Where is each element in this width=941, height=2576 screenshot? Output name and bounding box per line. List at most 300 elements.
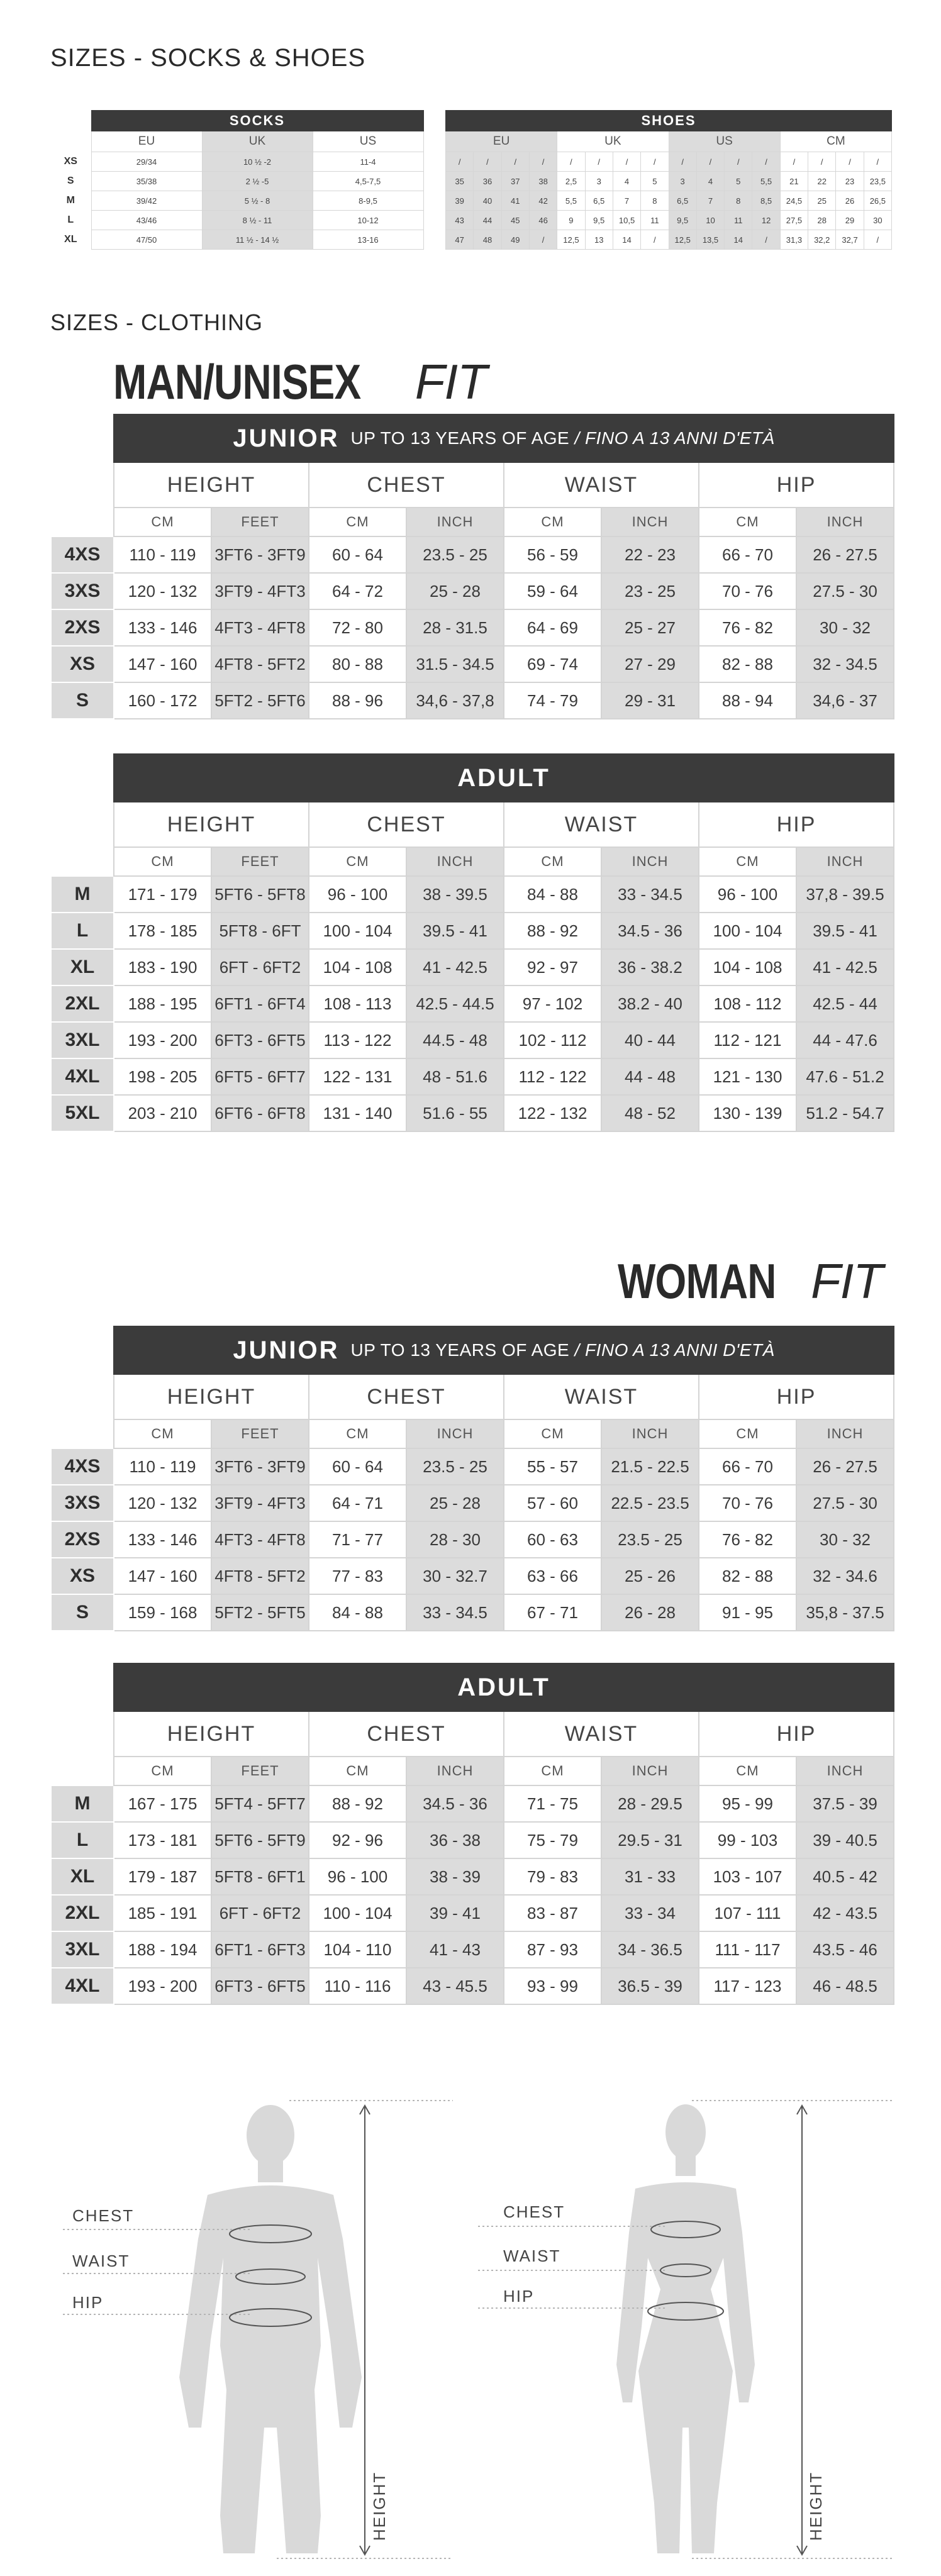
- socks-cell: 10 ½ -2: [202, 152, 313, 172]
- man-adult-band-row: [51, 754, 894, 802]
- shoes-cell: 21: [780, 172, 808, 191]
- measure-cell: 31 - 33: [601, 1858, 699, 1895]
- measure-cell: 120 - 132: [114, 1485, 211, 1521]
- measure-cell: 96 - 100: [309, 876, 406, 913]
- socks-row: [50, 211, 423, 230]
- shoes-cell: 45: [501, 211, 529, 230]
- shoes-cell: /: [641, 230, 669, 250]
- socks-cell: 8-9,5: [313, 191, 423, 211]
- age-note-it: / FINO A 13 ANNI D'ETÀ: [574, 1340, 775, 1360]
- measure-cell: 29.5 - 31: [601, 1822, 699, 1858]
- measure-cell: 5FT2 - 5FT6: [211, 682, 309, 719]
- shoes-cell: 28: [808, 211, 836, 230]
- size-label: 2XL: [51, 1895, 114, 1931]
- socks-unit-row: [50, 131, 423, 152]
- socks-cell: 13-16: [313, 230, 423, 250]
- measure-cell: 47.6 - 51.2: [796, 1058, 894, 1095]
- measure-cell: 60 - 64: [309, 536, 406, 573]
- shoes-cell: 8,5: [752, 191, 780, 211]
- measure-cell: 72 - 80: [309, 609, 406, 646]
- shoes-cell: 9,5: [669, 211, 696, 230]
- shoes-col-uk: UK: [557, 131, 669, 152]
- measure-cell: 122 - 131: [309, 1058, 406, 1095]
- measure-cell: 32 - 34.5: [796, 646, 894, 682]
- man-junior-band-title: [114, 414, 894, 462]
- measure-cell: 99 - 103: [699, 1822, 796, 1858]
- shoes-cell: 22: [808, 172, 836, 191]
- measure-cell: 36 - 38: [406, 1822, 504, 1858]
- woman-junior-unit-inch: INCH: [601, 1419, 699, 1448]
- measure-cell: 37.5 - 39: [796, 1785, 894, 1822]
- man-adult-row: [51, 949, 894, 985]
- woman-junior-group-hip: HIP: [699, 1374, 894, 1419]
- shoes-header-row: [446, 111, 892, 131]
- shoes-cell: 12: [752, 211, 780, 230]
- corner-blank: [50, 131, 91, 152]
- measure-cell: 108 - 113: [309, 985, 406, 1022]
- shoes-cell: 32,2: [808, 230, 836, 250]
- shoes-cell: 2,5: [557, 172, 585, 191]
- socks-cell: 4,5-7,5: [313, 172, 423, 191]
- measure-cell: 41 - 43: [406, 1931, 504, 1968]
- measure-cell: 100 - 104: [699, 913, 796, 949]
- measure-cell: 171 - 179: [114, 876, 211, 913]
- measure-cell: 130 - 139: [699, 1095, 796, 1131]
- size-label: XS: [51, 646, 114, 682]
- man-junior-unit-inch: INCH: [406, 508, 504, 536]
- measure-cell: 34.5 - 36: [406, 1785, 504, 1822]
- size-label: 5XL: [51, 1095, 114, 1131]
- man-adult-unit-cm: CM: [504, 847, 601, 876]
- measure-cell: 6FT1 - 6FT4: [211, 985, 309, 1022]
- shoes-cell: 5,5: [557, 191, 585, 211]
- woman-fit-bold: WOMAN: [618, 1253, 776, 1309]
- age-note-en: UP TO 13 YEARS OF AGE: [350, 1340, 570, 1360]
- woman-adult-group-hip: HIP: [699, 1711, 894, 1757]
- man-adult-row: [51, 1058, 894, 1095]
- woman-adult-corner: [51, 1663, 114, 1711]
- measure-cell: 111 - 117: [699, 1931, 796, 1968]
- shoes-cell: 47: [446, 230, 474, 250]
- man-junior-row: [51, 682, 894, 719]
- measure-cell: 43.5 - 46: [796, 1931, 894, 1968]
- measure-cell: 60 - 64: [309, 1448, 406, 1485]
- measure-cell: 40 - 44: [601, 1022, 699, 1058]
- measure-cell: 36 - 38.2: [601, 949, 699, 985]
- shoes-cell: 37: [501, 172, 529, 191]
- measure-cell: 185 - 191: [114, 1895, 211, 1931]
- measure-cell: 64 - 72: [309, 573, 406, 609]
- man-adult-group-waist: WAIST: [504, 802, 699, 847]
- woman-adult-band-row: [51, 1663, 894, 1711]
- measure-cell: 23.5 - 25: [406, 536, 504, 573]
- size-label: 4XL: [51, 1968, 114, 2004]
- man-junior-group-row: [51, 462, 894, 508]
- shoes-cell: /: [669, 152, 696, 172]
- measure-cell: 188 - 194: [114, 1931, 211, 1968]
- measure-cell: 39 - 41: [406, 1895, 504, 1931]
- measure-cell: 117 - 123: [699, 1968, 796, 2004]
- measure-cell: 38.2 - 40: [601, 985, 699, 1022]
- measure-cell: 42.5 - 44.5: [406, 985, 504, 1022]
- man-junior-row: [51, 646, 894, 682]
- measure-cell: 102 - 112: [504, 1022, 601, 1058]
- body-measurement-diagram: [0, 2075, 941, 2576]
- shoes-row: [446, 172, 892, 191]
- shoes-cell: 13: [585, 230, 613, 250]
- shoes-cell: 29: [836, 211, 864, 230]
- measure-cell: 100 - 104: [309, 1895, 406, 1931]
- shoes-row: [446, 230, 892, 250]
- measure-cell: 188 - 195: [114, 985, 211, 1022]
- measure-cell: 84 - 88: [309, 1594, 406, 1631]
- man-adult-unit-row: [51, 847, 894, 876]
- man-adult-group-hip: HIP: [699, 802, 894, 847]
- measure-cell: 30 - 32.7: [406, 1558, 504, 1594]
- man-junior-age-note: [351, 428, 775, 448]
- socks-shoes-title: SIZES - SOCKS & SHOES: [50, 44, 366, 72]
- woman-adult-table: [50, 1663, 894, 2005]
- shoes-cell: 8: [725, 191, 752, 211]
- man-junior-unit-cm: CM: [699, 508, 796, 536]
- size-label: S: [51, 682, 114, 719]
- shoes-cell: /: [864, 230, 891, 250]
- shoes-cell: 35: [446, 172, 474, 191]
- measure-cell: 80 - 88: [309, 646, 406, 682]
- measure-cell: 43 - 45.5: [406, 1968, 504, 2004]
- woman-adult-unit-feet: FEET: [211, 1757, 309, 1785]
- measure-cell: 66 - 70: [699, 1448, 796, 1485]
- shoes-cell: 11: [641, 211, 669, 230]
- measure-cell: 70 - 76: [699, 1485, 796, 1521]
- measure-cell: 44.5 - 48: [406, 1022, 504, 1058]
- socks-cell: 39/42: [91, 191, 202, 211]
- measure-cell: 33 - 34.5: [601, 876, 699, 913]
- man-adult-group-chest: CHEST: [309, 802, 504, 847]
- shoes-cell: 24,5: [780, 191, 808, 211]
- socks-cell: 11 ½ - 14 ½: [202, 230, 313, 250]
- measure-cell: 83 - 87: [504, 1895, 601, 1931]
- socks-col-eu: EU: [91, 131, 202, 152]
- shoes-cell: 23: [836, 172, 864, 191]
- shoes-unit-row: [446, 131, 892, 152]
- size-label: 3XL: [51, 1022, 114, 1058]
- shoes-cell: 5: [641, 172, 669, 191]
- man-fit-heading: [113, 353, 487, 411]
- measure-cell: 51.2 - 54.7: [796, 1095, 894, 1131]
- man-junior-band-label: JUNIOR: [233, 424, 340, 452]
- measure-cell: 193 - 200: [114, 1968, 211, 2004]
- measure-cell: 35,8 - 37.5: [796, 1594, 894, 1631]
- measure-cell: 25 - 28: [406, 573, 504, 609]
- woman-junior-unit-inch: INCH: [796, 1419, 894, 1448]
- shoes-cell: 12,5: [557, 230, 585, 250]
- man-junior-group-chest: CHEST: [309, 462, 504, 508]
- man-height-label: HEIGHT: [370, 2471, 389, 2541]
- measure-cell: 5FT8 - 6FT1: [211, 1858, 309, 1895]
- size-label: M: [50, 191, 91, 211]
- woman-adult-unit-cm: CM: [114, 1757, 211, 1785]
- size-label: 2XS: [51, 1521, 114, 1558]
- measure-cell: 38 - 39: [406, 1858, 504, 1895]
- man-junior-unit-inch: INCH: [796, 508, 894, 536]
- shoes-cell: 10: [696, 211, 724, 230]
- socks-cell: 47/50: [91, 230, 202, 250]
- woman-adult-unit-inch: INCH: [601, 1757, 699, 1785]
- socks-table: [50, 110, 424, 250]
- measure-cell: 88 - 94: [699, 682, 796, 719]
- measure-cell: 26 - 27.5: [796, 536, 894, 573]
- size-label: 2XL: [51, 985, 114, 1022]
- woman-adult-unit-cm: CM: [504, 1757, 601, 1785]
- shoes-cell: /: [808, 152, 836, 172]
- measure-cell: 6FT5 - 6FT7: [211, 1058, 309, 1095]
- shoes-cell: 42: [529, 191, 557, 211]
- measure-cell: 6FT - 6FT2: [211, 1895, 309, 1931]
- measure-cell: 159 - 168: [114, 1594, 211, 1631]
- shoes-cell: 4: [696, 172, 724, 191]
- man-junior-unit-inch: INCH: [601, 508, 699, 536]
- measure-cell: 57 - 60: [504, 1485, 601, 1521]
- measure-cell: 40.5 - 42: [796, 1858, 894, 1895]
- shoes-col-us: US: [669, 131, 780, 152]
- measure-cell: 3FT9 - 4FT3: [211, 573, 309, 609]
- measure-cell: 92 - 96: [309, 1822, 406, 1858]
- measure-cell: 110 - 119: [114, 1448, 211, 1485]
- measure-cell: 59 - 64: [504, 573, 601, 609]
- measure-cell: 79 - 83: [504, 1858, 601, 1895]
- woman-adult-group-chest: CHEST: [309, 1711, 504, 1757]
- woman-junior-age-note: [351, 1340, 775, 1360]
- measure-cell: 55 - 57: [504, 1448, 601, 1485]
- woman-junior-group-chest: CHEST: [309, 1374, 504, 1419]
- measure-cell: 4FT8 - 5FT2: [211, 646, 309, 682]
- man-fit-bold: MAN/UNISEX: [113, 354, 361, 409]
- measure-cell: 6FT - 6FT2: [211, 949, 309, 985]
- measure-cell: 39 - 40.5: [796, 1822, 894, 1858]
- man-junior-corner: [51, 508, 114, 536]
- man-adult-row: [51, 913, 894, 949]
- man-adult-unit-cm: CM: [699, 847, 796, 876]
- size-label: 4XS: [51, 536, 114, 573]
- measure-cell: 30 - 32: [796, 609, 894, 646]
- measure-cell: 3FT6 - 3FT9: [211, 1448, 309, 1485]
- measure-cell: 39.5 - 41: [406, 913, 504, 949]
- size-label: 3XS: [51, 1485, 114, 1521]
- socks-cell: 11-4: [313, 152, 423, 172]
- socks-cell: 43/46: [91, 211, 202, 230]
- man-junior-row: [51, 573, 894, 609]
- shoes-cell: /: [836, 152, 864, 172]
- size-label: L: [50, 211, 91, 230]
- man-adult-unit-inch: INCH: [406, 847, 504, 876]
- shoes-col-eu: EU: [446, 131, 557, 152]
- woman-junior-unit-cm: CM: [309, 1419, 406, 1448]
- shoes-cell: 43: [446, 211, 474, 230]
- measure-cell: 113 - 122: [309, 1022, 406, 1058]
- man-adult-corner: [51, 802, 114, 847]
- shoes-cell: 14: [613, 230, 640, 250]
- measure-cell: 31.5 - 34.5: [406, 646, 504, 682]
- measure-cell: 121 - 130: [699, 1058, 796, 1095]
- size-label: XL: [51, 949, 114, 985]
- measure-cell: 60 - 63: [504, 1521, 601, 1558]
- shoes-cell: /: [641, 152, 669, 172]
- measure-cell: 63 - 66: [504, 1558, 601, 1594]
- socks-header-row: [50, 111, 423, 131]
- measure-cell: 23.5 - 25: [406, 1448, 504, 1485]
- shoes-cell: /: [585, 152, 613, 172]
- socks-cell: 35/38: [91, 172, 202, 191]
- measure-cell: 88 - 92: [309, 1785, 406, 1822]
- measure-cell: 37,8 - 39.5: [796, 876, 894, 913]
- woman-adult-group-row: [51, 1711, 894, 1757]
- measure-cell: 69 - 74: [504, 646, 601, 682]
- measure-cell: 46 - 48.5: [796, 1968, 894, 2004]
- age-note-it: / FINO A 13 ANNI D'ETÀ: [574, 428, 775, 448]
- woman-waist-label: WAIST: [503, 2246, 561, 2265]
- measure-cell: 108 - 112: [699, 985, 796, 1022]
- man-junior-table: [50, 414, 894, 719]
- age-note-en: UP TO 13 YEARS OF AGE: [350, 428, 570, 448]
- woman-adult-row: [51, 1895, 894, 1931]
- shoes-table: [445, 110, 892, 250]
- measure-cell: 203 - 210: [114, 1095, 211, 1131]
- man-adult-table: [50, 753, 894, 1132]
- size-label: XL: [51, 1858, 114, 1895]
- shoes-cell: 10,5: [613, 211, 640, 230]
- man-adult-band-label: ADULT: [457, 763, 550, 792]
- shoes-row: [446, 191, 892, 211]
- woman-adult-row: [51, 1931, 894, 1968]
- measure-cell: 133 - 146: [114, 609, 211, 646]
- shoes-cell: /: [725, 152, 752, 172]
- shoes-cell: 8: [641, 191, 669, 211]
- measure-cell: 76 - 82: [699, 609, 796, 646]
- woman-junior-row: [51, 1594, 894, 1631]
- measure-cell: 6FT3 - 6FT5: [211, 1968, 309, 2004]
- man-adult-row: [51, 876, 894, 913]
- measure-cell: 22 - 23: [601, 536, 699, 573]
- measure-cell: 27.5 - 30: [796, 1485, 894, 1521]
- size-label: L: [51, 1822, 114, 1858]
- clothing-title: SIZES - CLOTHING: [50, 309, 264, 335]
- measure-cell: 122 - 132: [504, 1095, 601, 1131]
- measure-cell: 48 - 52: [601, 1095, 699, 1131]
- shoes-cell: 3: [669, 172, 696, 191]
- shoes-cell: 30: [864, 211, 891, 230]
- measure-cell: 178 - 185: [114, 913, 211, 949]
- woman-adult-row: [51, 1858, 894, 1895]
- woman-chest-label: CHEST: [503, 2202, 565, 2221]
- shoes-cell: /: [752, 230, 780, 250]
- man-adult-unit-inch: INCH: [601, 847, 699, 876]
- woman-adult-row: [51, 1968, 894, 2004]
- size-label: L: [51, 913, 114, 949]
- measure-cell: 87 - 93: [504, 1931, 601, 1968]
- shoes-row: [446, 152, 892, 172]
- measure-cell: 3FT6 - 3FT9: [211, 536, 309, 573]
- man-hip-label: HIP: [72, 2293, 104, 2312]
- size-label: S: [51, 1594, 114, 1631]
- measure-cell: 27.5 - 30: [796, 573, 894, 609]
- measure-cell: 112 - 122: [504, 1058, 601, 1095]
- size-label: XL: [50, 230, 91, 250]
- size-label: 3XL: [51, 1931, 114, 1968]
- measure-cell: 5FT2 - 5FT5: [211, 1594, 309, 1631]
- woman-adult-unit-inch: INCH: [406, 1757, 504, 1785]
- shoes-cell: 23,5: [864, 172, 891, 191]
- woman-adult-row: [51, 1785, 894, 1822]
- man-junior-group-height: HEIGHT: [114, 462, 309, 508]
- man-adult-band-title: [114, 754, 894, 802]
- measure-cell: 4FT8 - 5FT2: [211, 1558, 309, 1594]
- measure-cell: 25 - 26: [601, 1558, 699, 1594]
- shoes-cell: 36: [474, 172, 501, 191]
- woman-junior-row: [51, 1521, 894, 1558]
- man-junior-group-waist: WAIST: [504, 462, 699, 508]
- woman-adult-unit-cm: CM: [309, 1757, 406, 1785]
- woman-height-label: HEIGHT: [806, 2471, 825, 2541]
- measure-cell: 96 - 100: [699, 876, 796, 913]
- measure-cell: 21.5 - 22.5: [601, 1448, 699, 1485]
- man-waist-label: WAIST: [72, 2251, 130, 2270]
- measure-cell: 147 - 160: [114, 1558, 211, 1594]
- socks-row: [50, 230, 423, 250]
- measure-cell: 179 - 187: [114, 1858, 211, 1895]
- socks-cell: 8 ½ - 11: [202, 211, 313, 230]
- shoes-cell: /: [557, 152, 585, 172]
- shoes-cell: 40: [474, 191, 501, 211]
- woman-fit-heading: [618, 1253, 883, 1310]
- man-junior-group-hip: HIP: [699, 462, 894, 508]
- shoes-cell: 25: [808, 191, 836, 211]
- measure-cell: 110 - 116: [309, 1968, 406, 2004]
- shoes-cell: 32,7: [836, 230, 864, 250]
- woman-junior-row: [51, 1448, 894, 1485]
- measure-cell: 39.5 - 41: [796, 913, 894, 949]
- shoes-cell: 41: [501, 191, 529, 211]
- measure-cell: 6FT3 - 6FT5: [211, 1022, 309, 1058]
- man-adult-group-row: [51, 802, 894, 847]
- measure-cell: 32 - 34.6: [796, 1558, 894, 1594]
- measure-cell: 27 - 29: [601, 646, 699, 682]
- shoes-cell: 5,5: [752, 172, 780, 191]
- woman-junior-corner: [51, 1326, 114, 1374]
- man-adult-row: [51, 985, 894, 1022]
- size-label: XS: [51, 1558, 114, 1594]
- shoes-cell: 27,5: [780, 211, 808, 230]
- woman-junior-unit-cm: CM: [114, 1419, 211, 1448]
- socks-col-us: US: [313, 131, 423, 152]
- man-junior-corner: [51, 462, 114, 508]
- measure-cell: 6FT6 - 6FT8: [211, 1095, 309, 1131]
- measure-cell: 25 - 28: [406, 1485, 504, 1521]
- woman-junior-group-height: HEIGHT: [114, 1374, 309, 1419]
- measure-cell: 33 - 34.5: [406, 1594, 504, 1631]
- shoes-cell: 14: [725, 230, 752, 250]
- measure-cell: 3FT9 - 4FT3: [211, 1485, 309, 1521]
- woman-adult-row: [51, 1822, 894, 1858]
- measure-cell: 160 - 172: [114, 682, 211, 719]
- measure-cell: 48 - 51.6: [406, 1058, 504, 1095]
- measure-cell: 92 - 97: [504, 949, 601, 985]
- shoes-cell: 44: [474, 211, 501, 230]
- measure-cell: 5FT6 - 5FT8: [211, 876, 309, 913]
- woman-adult-unit-cm: CM: [699, 1757, 796, 1785]
- measure-cell: 104 - 108: [309, 949, 406, 985]
- measure-cell: 42.5 - 44: [796, 985, 894, 1022]
